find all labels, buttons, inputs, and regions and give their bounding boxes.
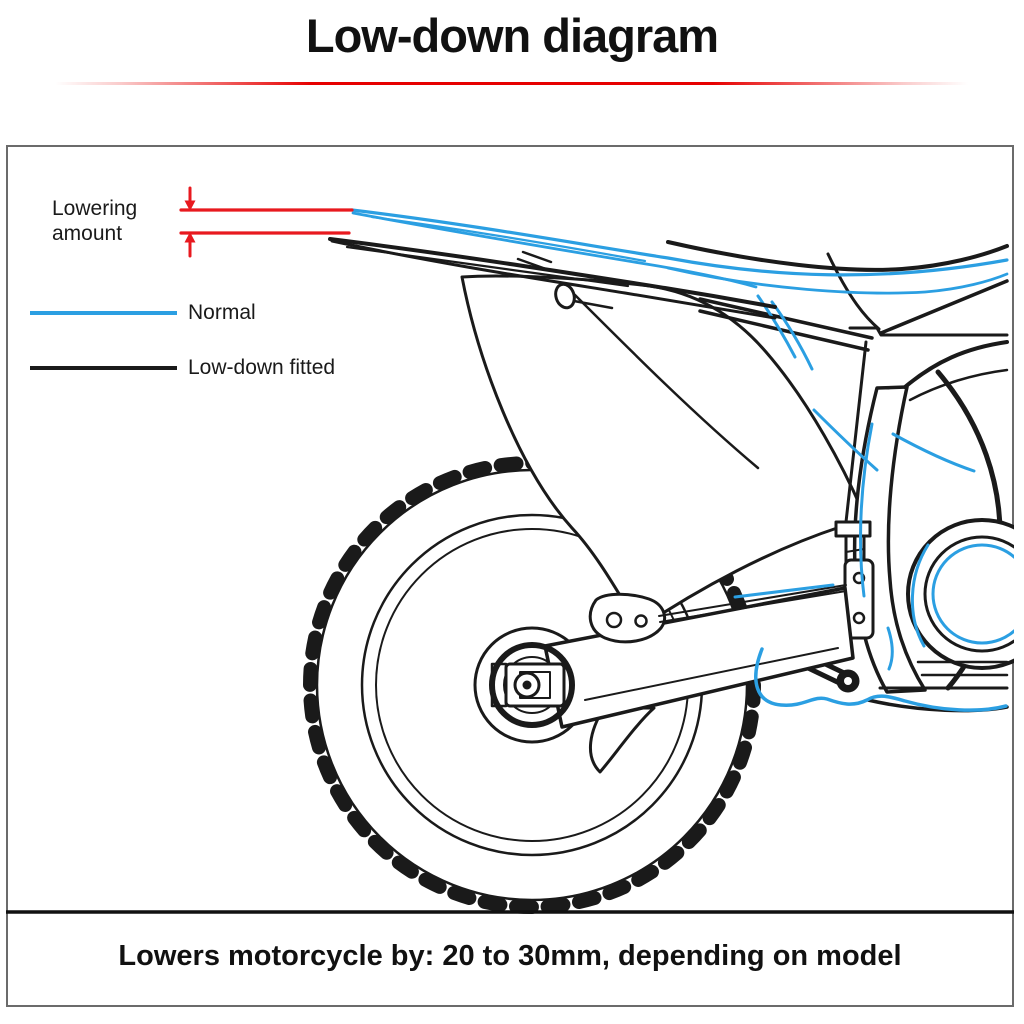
underseat-step-line [850,328,1007,335]
caliper-body [590,594,664,642]
side-panel-outline [462,276,872,628]
title-divider-rule [55,82,968,85]
lowering-amount-label: Lowering amount [52,197,138,245]
fender-slot-1 [523,252,551,262]
side-panel [462,252,872,628]
wheel-hub [492,645,572,725]
legend-swatch-normal [30,311,177,315]
blue-fender-inner [372,217,645,261]
lowdown-diagram [6,145,1014,1007]
lowering-dimension [181,188,352,256]
axle-center [523,681,532,690]
legend-label-lowdown: Low-down fitted [188,356,336,379]
shock-top-mount [836,522,870,536]
linkage-pivot-right-center [844,677,852,685]
blue-engine-top-echo [893,434,974,471]
legend-label-normal: Normal [188,301,256,324]
caption-text: Lowers motorcycle by: 20 to 30mm, depending on model [118,940,902,972]
legend-swatch-lowdown [30,366,177,370]
page-title: Low-down diagram [305,9,719,62]
